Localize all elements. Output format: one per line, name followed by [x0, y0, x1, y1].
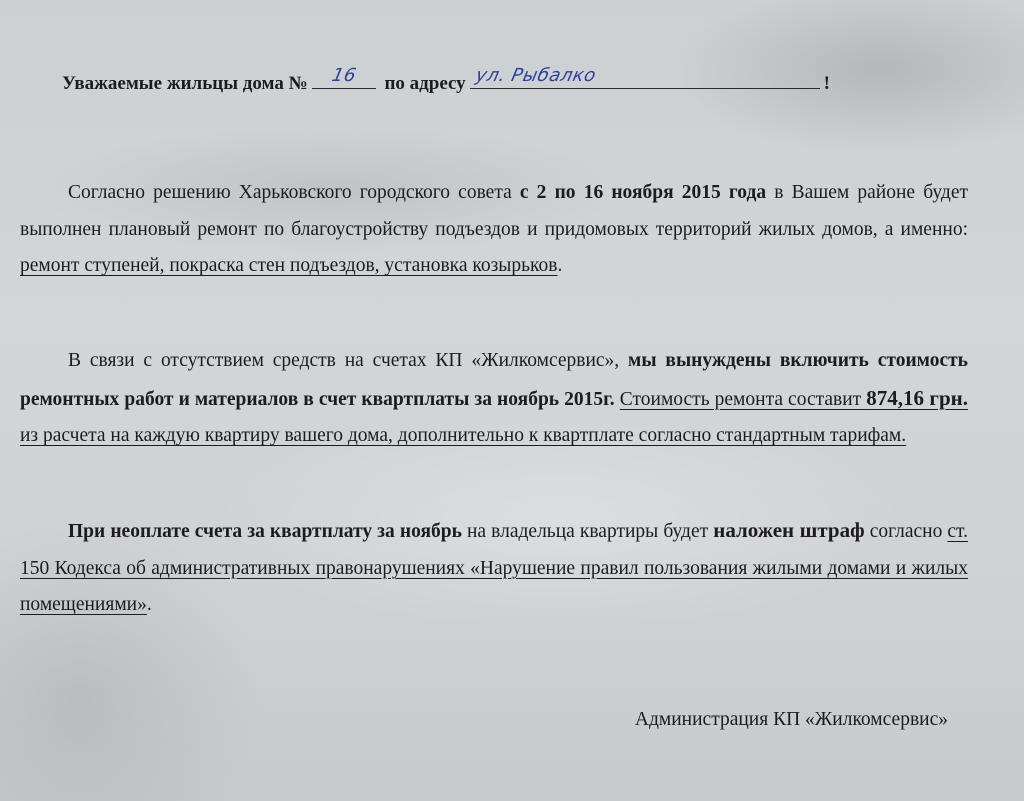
heading-middle: по адресу [384, 73, 466, 94]
address-handwritten: ул. Рыбалко [473, 65, 598, 86]
paragraph-repair-announcement [20, 175, 968, 285]
house-number-blank [312, 66, 376, 89]
p1-text-start: Согласно решению Харьковского городского совета [68, 182, 520, 203]
law-reference: ст. 150 Кодекса об административных правонарушениях «Нарушение правил пользования жилыми домами и жилых помещениями» [20, 521, 968, 615]
p1-text-end: . [557, 255, 563, 276]
repair-works-list: ремонт ступеней, покраска стен подъездов, установка козырьков [20, 255, 558, 276]
address-blank [470, 66, 820, 89]
p3-text-start: на владельца квартиры будет [461, 521, 714, 542]
p1-text-middle: в Вашем районе будет выполнен плановый ремонт по благоустройству подъездов и придомовых территорий жилых домов, а именно: [20, 182, 968, 240]
fine-statement: наложен штраф [713, 518, 865, 542]
p3-text-middle: согласно [864, 521, 948, 542]
cost-prefix: Стоимость ремонта составит [619, 388, 867, 410]
p2-text-start: В связи с отсутствием средств на счетах КП «Жилкомсервис», [68, 350, 629, 371]
paragraph-penalty [20, 512, 968, 624]
signature: Администрация КП «Жилкомсервис» [634, 709, 948, 730]
p3-bold-condition: При неоплате счета за квартплату за ноябрь [68, 521, 462, 542]
heading-prefix: Уважаемые жильцы дома № [62, 73, 308, 94]
repair-cost: 874,16 грн. [866, 385, 968, 410]
p3-text-end: . [146, 594, 152, 615]
heading-suffix: ! [823, 73, 830, 94]
repair-date-range: с 2 по 16 ноября 2015 года [519, 182, 767, 203]
cost-suffix: из расчета на каждую квартиру вашего дома, дополнительно к квартплате согласно стандартным тарифам. [20, 425, 907, 446]
notice-heading [62, 66, 830, 99]
p2-bold-statement: мы вынуждены включить стоимость ремонтных работ и материалов в счет квартплаты за ноябрь 2015г. [20, 350, 968, 410]
house-number-handwritten: 16 [329, 65, 358, 86]
paragraph-payment [20, 343, 968, 455]
